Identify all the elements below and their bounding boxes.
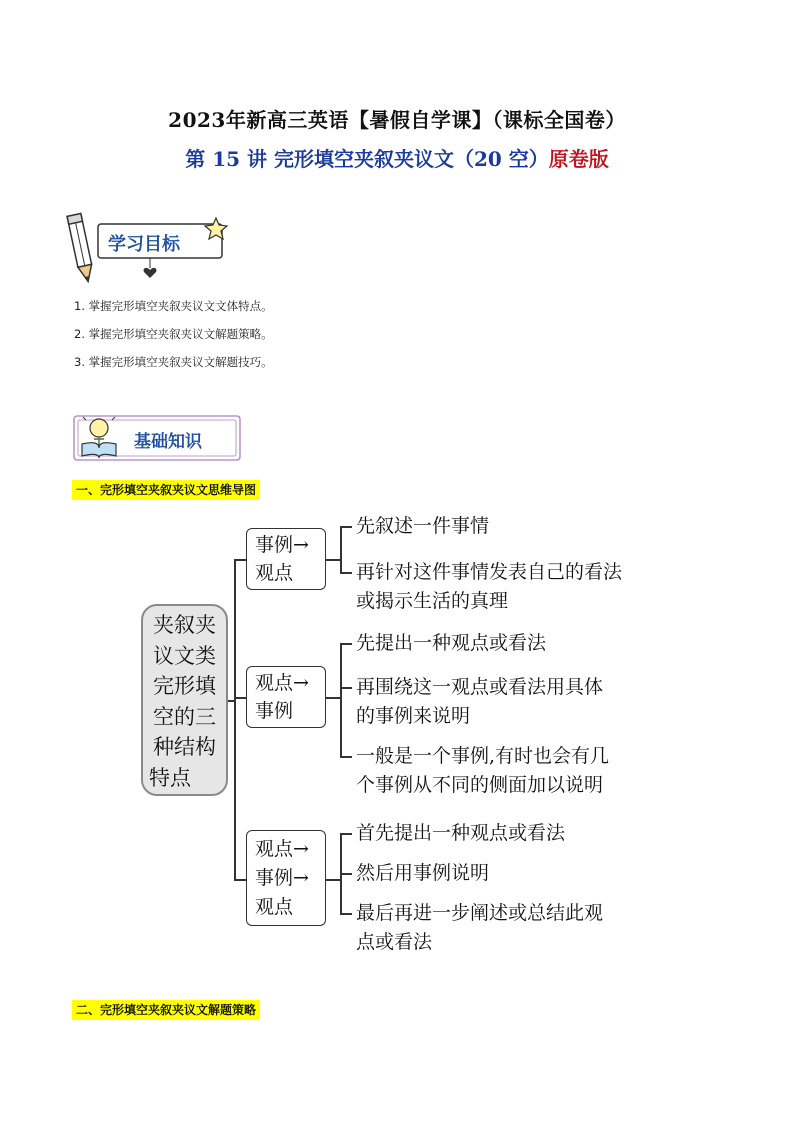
- connector-line: [340, 833, 342, 914]
- connector-line: [340, 756, 352, 758]
- connector-line: [340, 833, 352, 835]
- lecture-title: 第 15 讲 完形填空夹叙夹议文（20 空）: [185, 147, 549, 171]
- connector-line: [340, 643, 352, 645]
- connector-line: [234, 697, 246, 699]
- branch-1-item: 先叙述一件事情: [356, 515, 490, 537]
- connector-line: [340, 913, 352, 915]
- connector-line: [325, 697, 341, 699]
- document-title: 2023年新高三英语【暑假自学课】（课标全国卷）: [168, 108, 626, 132]
- basics-badge: [72, 412, 244, 464]
- branch-3-item: 最后再进一步阐述或总结此观: [356, 902, 604, 924]
- root-line: 议文类: [153, 643, 216, 668]
- document-subtitle: [0, 143, 794, 172]
- version-tag: 原卷版: [548, 147, 609, 171]
- mindmap-root-node: [141, 604, 228, 796]
- branch-2-item: 一般是一个事例,有时也会有几: [356, 745, 610, 767]
- branch-label-line: 观点: [255, 896, 294, 918]
- section-heading-mindmap: 一、完形填空夹叙夹议文思维导图: [72, 480, 260, 500]
- branch-2-item: 再围绕这一观点或看法用具体: [356, 676, 604, 698]
- connector-line: [340, 643, 342, 757]
- mindmap-branch-node-3: [246, 830, 326, 926]
- objective-item: 3. 掌握完形填空夹叙夹议文解题技巧。: [74, 355, 273, 369]
- root-line: 空的三: [153, 704, 216, 729]
- connector-line: [340, 526, 352, 528]
- branch-label-line: 事例→: [255, 534, 309, 556]
- mindmap-branch-node-2: [246, 666, 326, 728]
- branch-2-item: 的事例来说明: [356, 705, 471, 727]
- mindmap-branch-node-1: [246, 528, 326, 590]
- connector-line: [340, 572, 352, 574]
- connector-line: [340, 687, 352, 689]
- objective-item: 1. 掌握完形填空夹叙夹议文文体特点。: [74, 299, 273, 313]
- connector-line: [325, 559, 341, 561]
- branch-1-item: 再针对这件事情发表自己的看法: [356, 561, 623, 583]
- objectives-badge-label: 学习目标: [108, 234, 180, 255]
- branch-2-item: 个事例从不同的侧面加以说明: [356, 774, 604, 796]
- basics-badge-label: 基础知识: [134, 432, 202, 452]
- connector-line: [234, 879, 246, 881]
- root-line: 夹叙夹: [153, 613, 216, 637]
- root-line: 种结构: [153, 735, 216, 759]
- branch-3-item: 首先提出一种观点或看法: [356, 822, 566, 844]
- branch-label-line: 观点→: [255, 838, 309, 860]
- connector-line: [234, 559, 246, 561]
- section-heading-strategy: 二、完形填空夹叙夹议文解题策略: [72, 1000, 260, 1020]
- connector-line: [234, 560, 236, 880]
- connector-line: [325, 879, 341, 881]
- branch-label-line: 事例→: [255, 867, 309, 889]
- branch-3-item: 点或看法: [356, 931, 433, 953]
- branch-label-line: 事例: [255, 700, 294, 722]
- objective-item: 2. 掌握完形填空夹叙夹议文解题策略。: [74, 327, 273, 341]
- objectives-badge: [64, 208, 234, 288]
- connector-line: [340, 873, 352, 875]
- connector-line: [340, 526, 342, 574]
- branch-1-item: 或揭示生活的真理: [356, 590, 509, 612]
- root-line: 完形填: [153, 674, 216, 698]
- branch-2-item: 先提出一种观点或看法: [356, 632, 547, 654]
- branch-3-item: 然后用事例说明: [356, 862, 490, 884]
- root-line: 特点: [149, 765, 191, 790]
- branch-label-line: 观点→: [255, 672, 309, 694]
- branch-label-line: 观点: [255, 562, 294, 584]
